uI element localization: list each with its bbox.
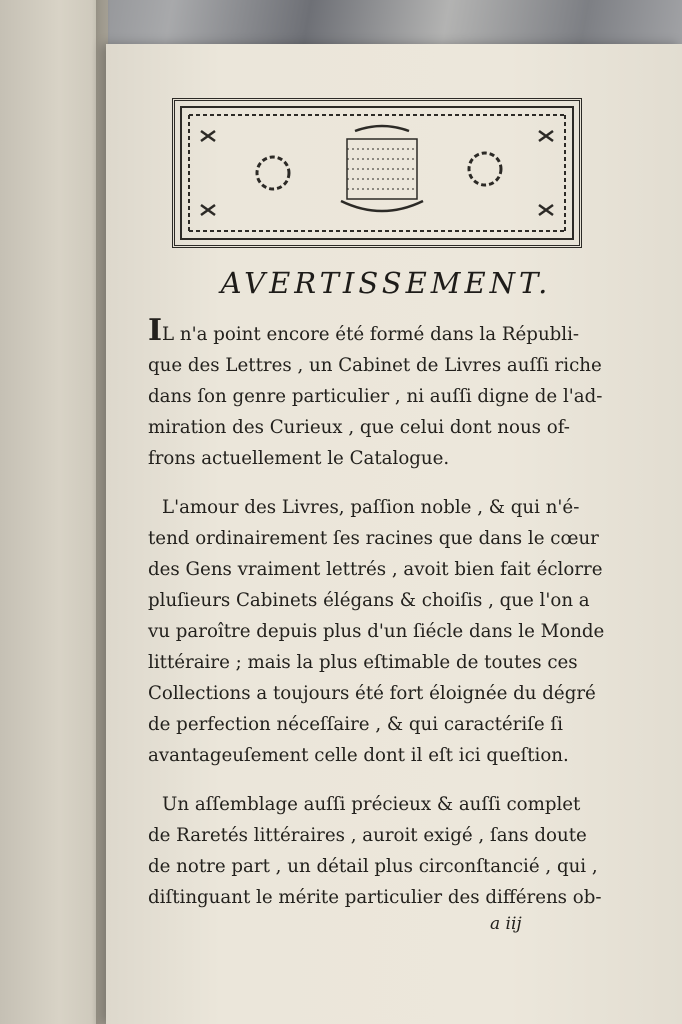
text-line: de Raretés littéraires , auroit exigé , ſans doute — [148, 825, 587, 846]
text-line: frons actuellement le Catalogue. — [148, 448, 450, 469]
text-line — [148, 313, 608, 350]
section-heading: AVERTISSEMENT. — [220, 266, 552, 300]
text-line: miration des Curieux , que celui dont nous of- — [148, 417, 570, 438]
text-line: avantageuſement celle dont il eſt ici queſtion. — [148, 745, 569, 766]
paragraph-2 — [148, 492, 608, 771]
paragraph-3 — [148, 789, 608, 913]
text-line: de notre part , un détail plus circonſtancié , qui , — [148, 856, 598, 877]
text-line: vu paroître depuis plus d'un ſiécle dans le Monde — [148, 621, 605, 642]
text-line: des Gens vraiment lettrés , avoit bien fait éclorre — [148, 559, 603, 580]
facing-page-edge — [0, 0, 108, 1024]
signature-mark: a iij — [490, 914, 522, 934]
paragraph-1 — [148, 313, 608, 474]
text-line: dans ſon genre particulier , ni auſſi digne de l'ad- — [148, 386, 603, 407]
book-page — [106, 44, 682, 1024]
text-line: littéraire ; mais la plus eſtimable de toutes ces — [148, 652, 578, 673]
text-line: Collections a toujours été fort éloignée du dégré — [148, 683, 596, 704]
text-line: pluſieurs Cabinets élégans & choiſis , que l'on a — [148, 590, 590, 611]
headpiece-ornament-graphic — [175, 101, 579, 245]
text-line: Un aſſemblage auſſi précieux & auſſi complet — [162, 794, 581, 815]
text-line: de perfection néceſſaire , & qui caractériſe ſi — [148, 714, 563, 735]
text-line: que des Lettres , un Cabinet de Livres auſſi riche — [148, 355, 602, 376]
text-line: diſtinguant le mérite particulier des différens ob- — [148, 887, 602, 908]
drop-cap: I — [148, 313, 163, 348]
text-line: tend ordinairement ſes racines que dans le cœur — [148, 528, 599, 549]
body-text — [148, 313, 608, 931]
headpiece-ornament — [172, 98, 582, 248]
text-line: L'amour des Livres, paſſion noble , & qui n'é- — [162, 497, 580, 518]
text-line-content: L n'a point encore été formé dans la Républi- — [162, 324, 580, 345]
